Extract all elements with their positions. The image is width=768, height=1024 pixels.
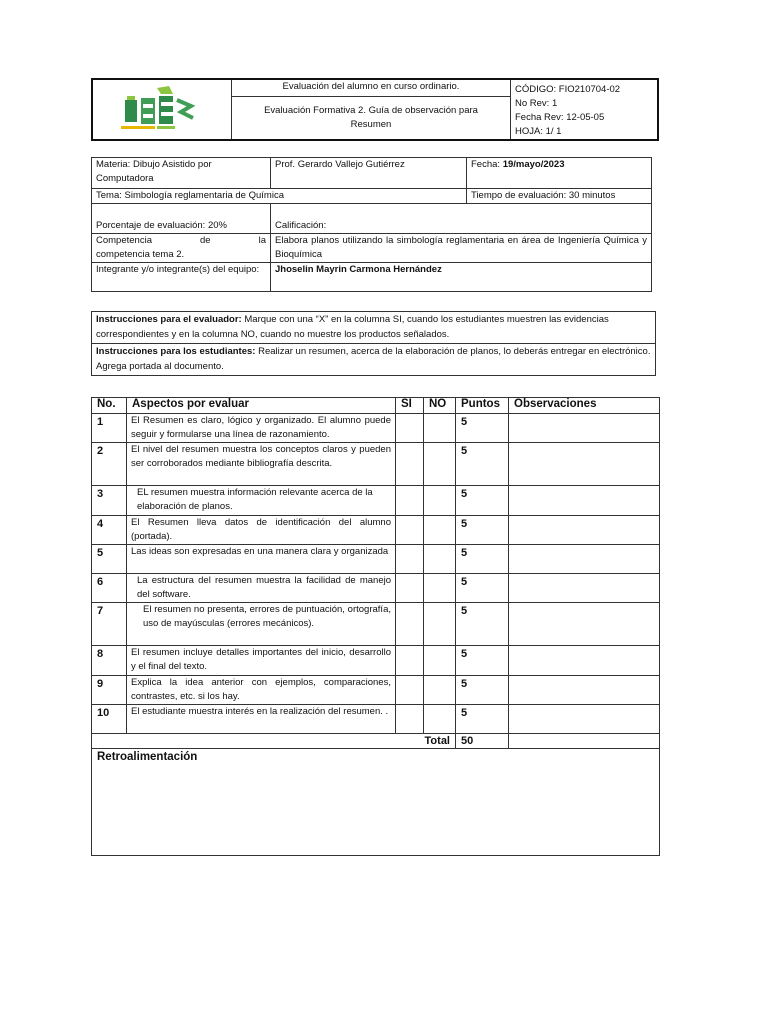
student-instructions bbox=[92, 344, 656, 376]
no-checkbox-cell[interactable] bbox=[424, 705, 456, 734]
row-aspect: El Resumen lleva datos de identificación del alumno (portada). bbox=[127, 516, 396, 545]
sheet-number: HOJA: 1/ 1 bbox=[515, 126, 562, 137]
row-points: 5 bbox=[456, 603, 509, 646]
yes-checkbox-cell[interactable] bbox=[396, 414, 424, 443]
observations-cell[interactable] bbox=[509, 574, 660, 603]
table-row bbox=[92, 603, 660, 646]
row-points: 5 bbox=[456, 646, 509, 676]
revision-number: No Rev: 1 bbox=[515, 98, 558, 109]
team-members-value: Jhoselin Mayrin Carmona Hernández bbox=[271, 263, 652, 292]
col-header-points: Puntos bbox=[456, 398, 509, 414]
row-points: 5 bbox=[456, 705, 509, 734]
row-aspect: La estructura del resumen muestra la facilidad de manejo del software. bbox=[127, 574, 396, 603]
row-number: 10 bbox=[92, 705, 127, 734]
student-instructions-label: Instrucciones para los estudiantes: bbox=[96, 346, 256, 357]
institution-logo bbox=[92, 79, 232, 140]
row-aspect: El estudiante muestra interés en la realización del resumen. . bbox=[127, 705, 396, 734]
document-meta bbox=[511, 79, 659, 140]
competence-value: Elabora planos utilizando la simbología reglamentaria en área de Ingeniería Química y Bioquímica bbox=[271, 234, 652, 263]
row-number: 3 bbox=[92, 486, 127, 516]
row-number: 4 bbox=[92, 516, 127, 545]
evaluation-time-cell: Tiempo de evaluación: 30 minutos bbox=[467, 189, 652, 204]
no-checkbox-cell[interactable] bbox=[424, 603, 456, 646]
evaluation-percentage: Porcentaje de evaluación: 20% bbox=[92, 204, 271, 234]
table-row bbox=[92, 516, 660, 545]
observations-cell[interactable] bbox=[509, 646, 660, 676]
feedback-row bbox=[92, 749, 660, 856]
row-points: 5 bbox=[456, 486, 509, 516]
no-checkbox-cell[interactable] bbox=[424, 676, 456, 705]
logo-icon bbox=[117, 86, 207, 134]
table-row bbox=[92, 676, 660, 705]
revision-date: Fecha Rev: 12-05-05 bbox=[515, 112, 605, 123]
table-row bbox=[92, 545, 660, 574]
yes-checkbox-cell[interactable] bbox=[396, 516, 424, 545]
row-number: 9 bbox=[92, 676, 127, 705]
grade-cell: Calificación: bbox=[271, 204, 652, 234]
total-row bbox=[92, 734, 660, 749]
no-checkbox-cell[interactable] bbox=[424, 516, 456, 545]
yes-checkbox-cell[interactable] bbox=[396, 646, 424, 676]
observations-cell[interactable] bbox=[509, 486, 660, 516]
yes-checkbox-cell[interactable] bbox=[396, 486, 424, 516]
col-header-observations: Observaciones bbox=[509, 398, 660, 414]
no-checkbox-cell[interactable] bbox=[424, 414, 456, 443]
row-points: 5 bbox=[456, 414, 509, 443]
observations-cell[interactable] bbox=[509, 545, 660, 574]
row-points: 5 bbox=[456, 545, 509, 574]
yes-checkbox-cell[interactable] bbox=[396, 443, 424, 486]
teacher-cell: Prof. Gerardo Vallejo Gutiérrez bbox=[271, 158, 467, 189]
competence-label-rest: competencia tema 2. bbox=[96, 249, 185, 260]
subject-cell: Materia: Dibujo Asistido por Computadora bbox=[92, 158, 271, 189]
table-row bbox=[92, 443, 660, 486]
no-checkbox-cell[interactable] bbox=[424, 486, 456, 516]
yes-checkbox-cell[interactable] bbox=[396, 574, 424, 603]
row-aspect: EL resumen muestra información relevante acerca de la elaboración de planos. bbox=[127, 486, 396, 516]
code-label: CÓDIGO: FIO210704-02 bbox=[515, 84, 621, 95]
row-aspect: Las ideas son expresadas en una manera clara y organizada bbox=[127, 545, 396, 574]
yes-checkbox-cell[interactable] bbox=[396, 676, 424, 705]
row-number: 8 bbox=[92, 646, 127, 676]
table-row bbox=[92, 646, 660, 676]
row-number: 5 bbox=[92, 545, 127, 574]
row-aspect: El Resumen es claro, lógico y organizado. El alumno puede seguir y formularse una línea de razonamiento. bbox=[127, 414, 396, 443]
col-header-no: NO bbox=[424, 398, 456, 414]
course-info-table bbox=[91, 157, 652, 292]
document-header bbox=[91, 78, 659, 141]
date-cell bbox=[467, 158, 652, 189]
observations-cell[interactable] bbox=[509, 414, 660, 443]
no-checkbox-cell[interactable] bbox=[424, 545, 456, 574]
header-title-2: Evaluación Formativa 2. Guía de observación para Resumen bbox=[232, 96, 511, 140]
evaluation-table bbox=[91, 397, 660, 856]
row-number: 6 bbox=[92, 574, 127, 603]
observations-cell[interactable] bbox=[509, 443, 660, 486]
no-checkbox-cell[interactable] bbox=[424, 646, 456, 676]
row-points: 5 bbox=[456, 676, 509, 705]
team-members-label: Integrante y/o integrante(s) del equipo: bbox=[92, 263, 271, 292]
yes-checkbox-cell[interactable] bbox=[396, 603, 424, 646]
observations-cell[interactable] bbox=[509, 516, 660, 545]
yes-checkbox-cell[interactable] bbox=[396, 545, 424, 574]
observations-cell[interactable] bbox=[509, 603, 660, 646]
row-number: 7 bbox=[92, 603, 127, 646]
yes-checkbox-cell[interactable] bbox=[396, 705, 424, 734]
row-points: 5 bbox=[456, 443, 509, 486]
observations-cell[interactable] bbox=[509, 705, 660, 734]
table-row bbox=[92, 574, 660, 603]
feedback-area[interactable] bbox=[92, 749, 660, 856]
evaluator-instructions bbox=[92, 312, 656, 344]
evaluator-instructions-text: Marque con una “X” en la columna SI, cuando los estudiantes muestren las evidencias correspondientes y en la columna NO, cuando no muestre los productos señalados. bbox=[96, 314, 609, 340]
row-points: 5 bbox=[456, 516, 509, 545]
observations-cell[interactable] bbox=[509, 676, 660, 705]
table-row bbox=[92, 705, 660, 734]
row-points: 5 bbox=[456, 574, 509, 603]
row-aspect: El nivel del resumen muestra los conceptos claros y pueden ser corroborados mediante bibliografía descrita. bbox=[127, 443, 396, 486]
col-header-aspects: Aspectos por evaluar bbox=[127, 398, 396, 414]
topic-cell: Tema: Simbología reglamentaria de Química bbox=[92, 189, 467, 204]
date-value: 19/mayo/2023 bbox=[502, 159, 565, 170]
total-observations-cell bbox=[509, 734, 660, 749]
table-row bbox=[92, 486, 660, 516]
evaluator-instructions-label: Instrucciones para el evaluador: bbox=[96, 314, 242, 325]
header-title-1: Evaluación del alumno en curso ordinario. bbox=[232, 79, 511, 96]
no-checkbox-cell[interactable] bbox=[424, 443, 456, 486]
row-aspect: El resumen incluye detalles importantes del inicio, desarrollo y el final del texto. bbox=[127, 646, 396, 676]
row-aspect: El resumen no presenta, errores de puntuación, ortografía, uso de mayúsculas (errores mecánicos). bbox=[127, 603, 396, 646]
col-header-yes: SI bbox=[396, 398, 424, 414]
total-value: 50 bbox=[456, 734, 509, 749]
row-number: 1 bbox=[92, 414, 127, 443]
student-instructions-text: Realizar un resumen, acerca de la elaboración de planos, lo deberás entregar en electrónico. Agrega portada al documento. bbox=[96, 346, 651, 372]
row-number: 2 bbox=[92, 443, 127, 486]
no-checkbox-cell[interactable] bbox=[424, 574, 456, 603]
table-row bbox=[92, 414, 660, 443]
row-aspect: Explica la idea anterior con ejemplos, comparaciones, contrastes, etc. si los hay. bbox=[127, 676, 396, 705]
col-header-number: No. bbox=[92, 398, 127, 414]
instructions-table bbox=[91, 311, 656, 376]
competence-label: Competencia de la competencia tema 2. bbox=[92, 234, 271, 263]
total-label: Total bbox=[92, 734, 456, 749]
date-label: Fecha: bbox=[471, 159, 501, 170]
feedback-label: Retroalimentación bbox=[97, 751, 198, 763]
